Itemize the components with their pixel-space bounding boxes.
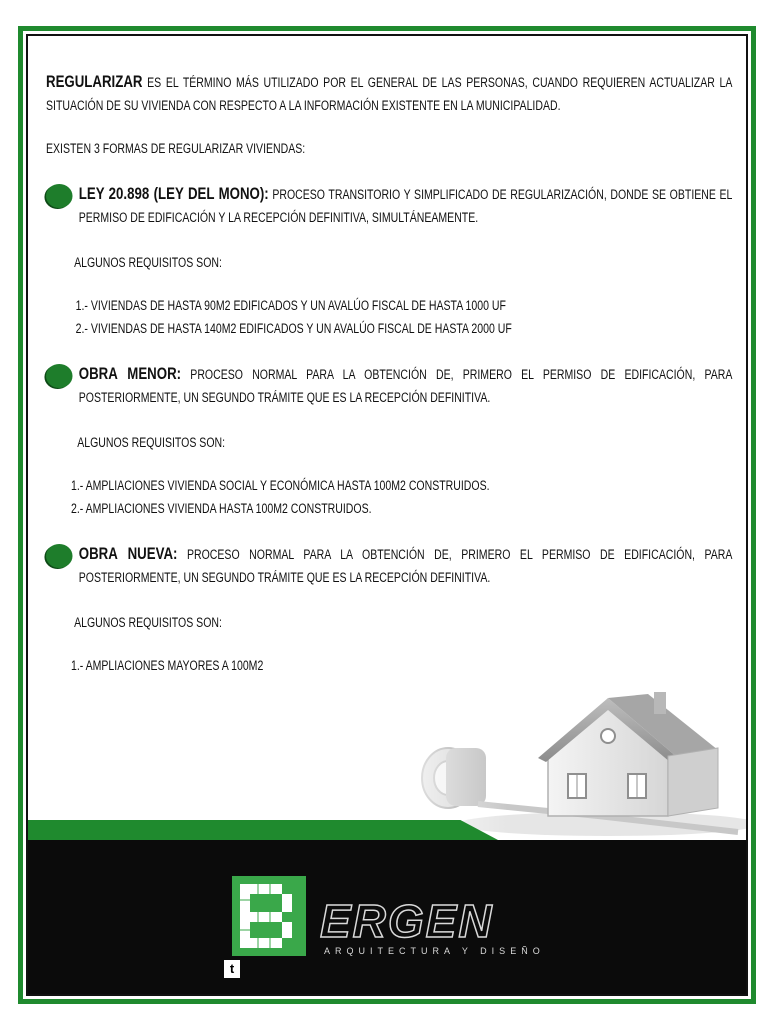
section-title: LEY 20.898 (LEY DEL MONO):: [78, 184, 269, 203]
requirements-list: [71, 474, 732, 520]
logo-tagline: ARQUITECTURA Y DISEÑO: [324, 946, 545, 956]
green-dot-icon: [46, 364, 73, 388]
section-text: PROCESO TRANSITORIO Y SIMPLIFICADO DE REGULARIZACIÓN, DONDE SE OBTIENE EL PERMISO DE EDIFICACIÓN Y LA RECEPCIÓN DEFINITIVA, SIMULTÁNEAMENTE.: [78, 187, 733, 225]
requirements-title: ALGUNOS REQUISITOS SON:: [77, 435, 226, 450]
requirements-title: ALGUNOS REQUISITOS SON:: [74, 615, 222, 630]
intro-keyword: REGULARIZAR: [46, 72, 143, 91]
requirements-list: [71, 654, 732, 677]
green-dot-icon: [46, 544, 73, 568]
section-title: OBRA NUEVA:: [78, 544, 178, 563]
section-obra-menor: [46, 362, 732, 409]
list-item: 2.- AMPLIACIONES VIVIENDA HASTA 100M2 CONSTRUIDOS.: [70, 501, 372, 516]
section-text: PROCESO NORMAL PARA LA OBTENCIÓN DE, PRIMERO EL PERMISO DE EDIFICACIÓN, PARA POSTERIORMENTE, UN SEGUNDO TRÁMITE QUE ES LA RECEPCIÓN DEFINITIVA.: [78, 547, 733, 585]
section-lead: [79, 542, 733, 589]
section-lead: [79, 182, 733, 229]
green-dot-icon: [46, 184, 73, 208]
section-text: PROCESO NORMAL PARA LA OBTENCIÓN DE, PRIMERO EL PERMISO DE EDIFICACIÓN, PARA POSTERIORMENTE, UN SEGUNDO TRÁMITE QUE ES LA RECEPCIÓN DEFINITIVA.: [78, 367, 733, 405]
section-ley-20898: [46, 182, 732, 229]
requirements-title: ALGUNOS REQUISITOS SON:: [74, 255, 222, 270]
section-obra-nueva: [46, 542, 732, 589]
house-measuring-tape-icon: [378, 686, 748, 836]
page-inner: [26, 34, 748, 996]
green-accent-band: [28, 820, 498, 840]
list-item: 1.- AMPLIACIONES MAYORES A 100M2: [70, 658, 264, 673]
section-title: OBRA MENOR:: [78, 364, 182, 383]
list-item: 1.- VIVIENDAS DE HASTA 90M2 EDIFICADOS Y UN AVALÚO FISCAL DE HASTA 1000 UF: [75, 298, 506, 313]
intro-paragraph: [46, 70, 732, 117]
company-logo: [232, 876, 572, 966]
list-item: 1.- AMPLIACIONES VIVIENDA SOCIAL Y ECONÓMICA HASTA 100M2 CONSTRUIDOS.: [70, 478, 490, 493]
page-frame: [18, 26, 756, 1004]
list-item: 2.- VIVIENDAS DE HASTA 140M2 EDIFICADOS Y UN AVALÚO FISCAL DE HASTA 2000 UF: [75, 321, 512, 336]
logo-wordmark: ERGEN: [320, 895, 494, 947]
requirements-list: [76, 294, 733, 340]
intro-text: ES EL TÉRMINO MÁS UTILIZADO POR EL GENERAL DE LAS PERSONAS, CUANDO REQUIEREN ACTUALIZAR LA SITUACIÓN DE SU VIVIENDA CON RESPECTO A LA INFORMACIÓN EXISTENTE EN LA MUNICIPALIDAD.: [46, 75, 733, 113]
section-lead: [79, 362, 733, 409]
forms-heading: EXISTEN 3 FORMAS DE REGULARIZAR VIVIENDAS:: [46, 141, 306, 156]
document-body: [46, 70, 732, 677]
logo-mark-icon: [232, 876, 306, 956]
logo-small-mark: t: [224, 960, 240, 978]
